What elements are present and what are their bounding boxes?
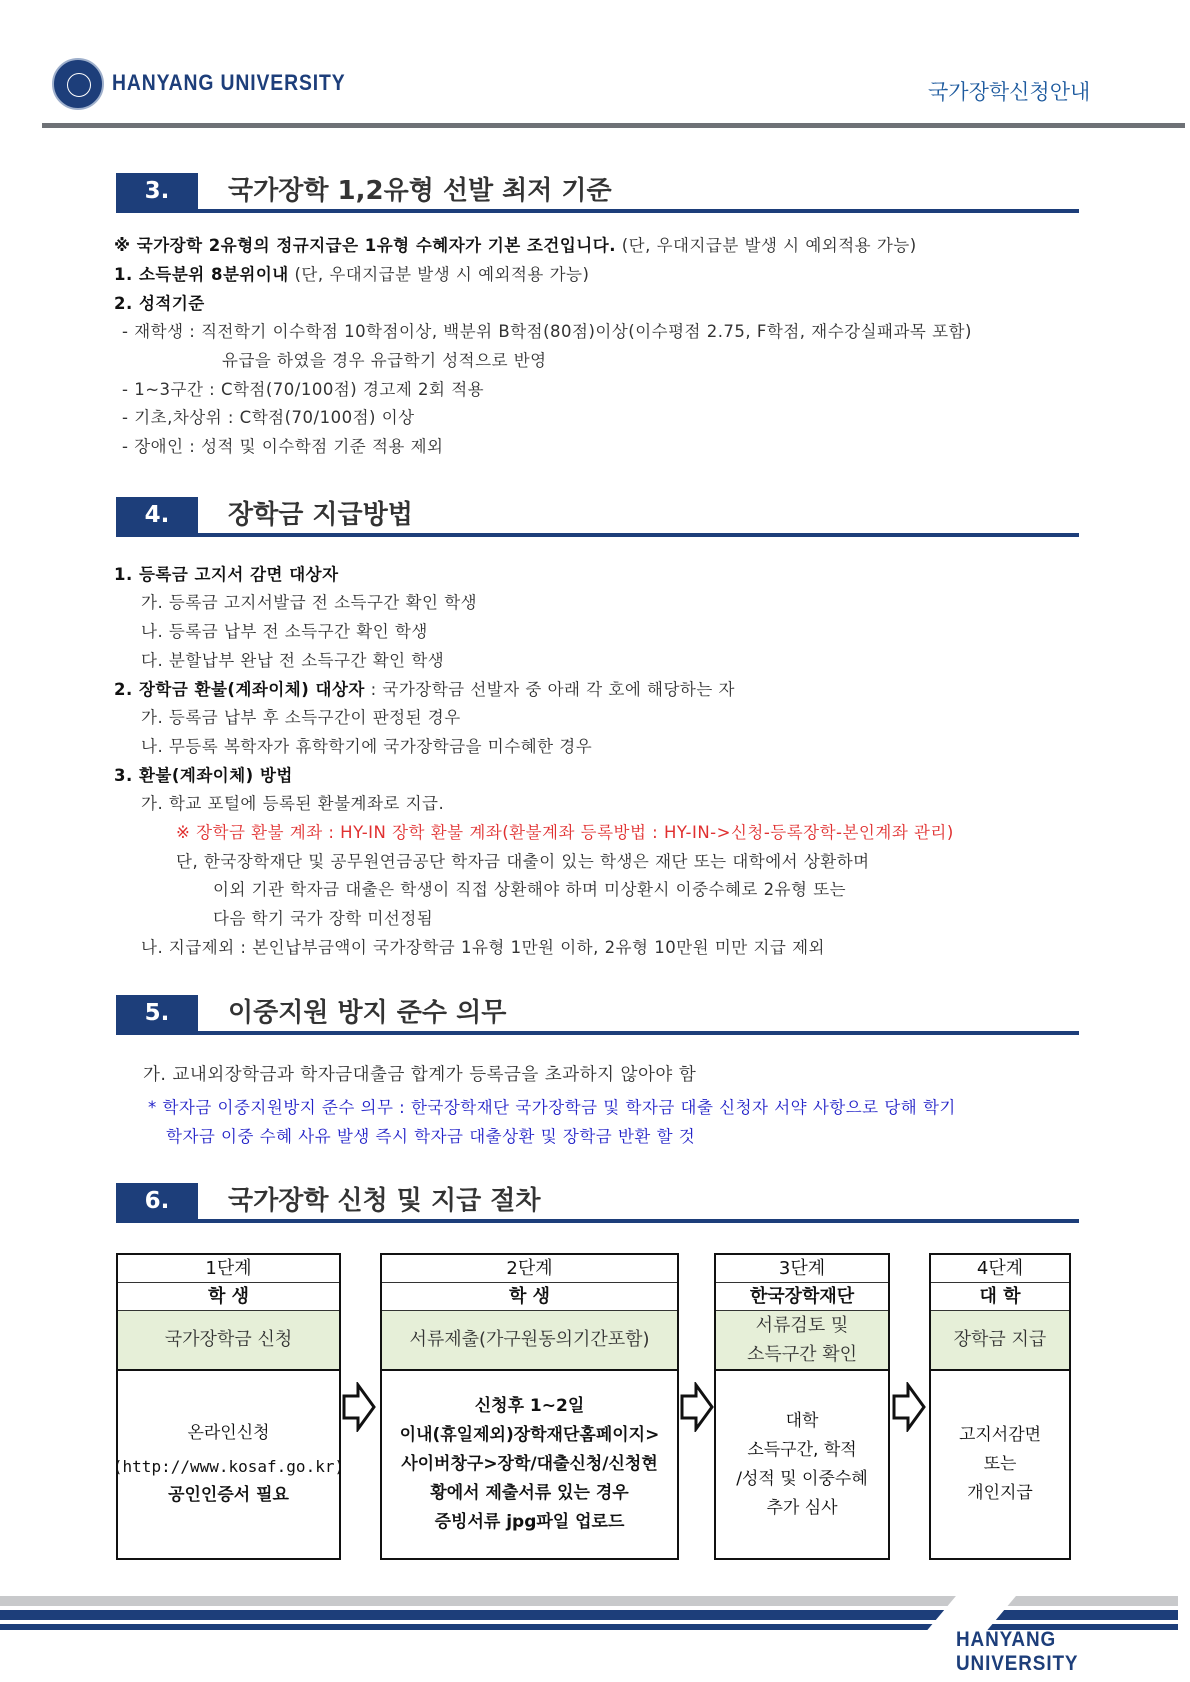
s4-line: 나. 무등록 복학자가 휴학학기에 국가장학금을 미수혜한 경우 xyxy=(141,737,593,756)
s3-line: ※ 국가장학 2유형의 정규지급은 1유형 수혜자가 기본 조건입니다. (단, 우대지급분 발생 시 예외적용 가능) xyxy=(114,236,917,255)
step-actor: 한국장학재단 xyxy=(716,1283,888,1311)
procedure-step-4 xyxy=(929,1253,1071,1560)
procedure-step-2 xyxy=(380,1253,679,1560)
s3-line: - 기초,차상위 : C학점(70/100점) 이상 xyxy=(122,408,415,427)
step-actor: 대 학 xyxy=(931,1283,1069,1311)
step-detail: 고지서감면 또는 개인지급 xyxy=(958,1425,1042,1503)
section-rule xyxy=(116,1031,1079,1035)
university-seal-logo xyxy=(52,58,104,110)
section-4-heading xyxy=(116,497,1079,541)
section-number: 6. xyxy=(116,1183,198,1219)
right-arrow-icon xyxy=(342,1382,376,1432)
section-title: 이중지원 방지 준수 의무 xyxy=(228,998,507,1028)
step-actor: 학 생 xyxy=(382,1283,677,1311)
section-3-heading xyxy=(116,173,1079,217)
section-title: 국가장학 1,2유형 선발 최저 기준 xyxy=(228,176,612,206)
header-divider xyxy=(42,123,1185,128)
section-6-heading xyxy=(116,1183,1079,1227)
s4-line: 가. 등록금 납부 후 소득구간이 판정된 경우 xyxy=(141,708,461,727)
s4-line: 단, 한국장학재단 및 공무원연금공단 학자금 대출이 있는 학생은 재단 또는 대학에서 상환하며 xyxy=(176,852,870,871)
header-logo-text: HANYANG UNIVERSITY xyxy=(112,70,346,95)
s4-line: 다. 분할납부 완납 전 소득구간 확인 학생 xyxy=(141,651,445,670)
section-number: 4. xyxy=(116,497,198,533)
step-stage: 1단계 xyxy=(118,1255,339,1283)
s4-line: 2. 장학금 환불(계좌이체) 대상자 : 국가장학금 선발자 중 아래 각 호에 해당하는 자 xyxy=(114,680,735,699)
s5-blue-note: 학자금 이중 수혜 사유 발생 즉시 학자금 대출상환 및 장학금 반환 할 것 xyxy=(166,1127,696,1146)
section-title: 국가장학 신청 및 지급 절차 xyxy=(228,1186,541,1216)
s4-line: 나. 등록금 납부 전 소득구간 확인 학생 xyxy=(141,622,428,641)
step-stage: 2단계 xyxy=(382,1255,677,1283)
s3-line: - 장애인 : 성적 및 이수학점 기준 적용 제외 xyxy=(122,437,444,456)
procedure-step-1 xyxy=(112,1253,345,1560)
step-detail: 신청후 1~2일 이내(휴일제외)장학재단홈페이지> 사이버창구>장학/대출신청/신청현 황에서 제출서류 있는 경우 증빙서류 jpg파일 업로드 xyxy=(399,1396,660,1532)
section-rule xyxy=(116,1219,1079,1223)
right-arrow-icon xyxy=(680,1382,714,1432)
step-stage: 4단계 xyxy=(931,1255,1069,1283)
s3-line: - 1~3구간 : C학점(70/100점) 경고제 2회 적용 xyxy=(122,380,485,399)
step-task: 서류검토 및 소득구간 확인 xyxy=(716,1311,888,1371)
section-rule xyxy=(116,209,1079,213)
step-task: 서류제출(가구원동의기간포함) xyxy=(382,1311,677,1371)
section-number: 5. xyxy=(116,995,198,1031)
right-arrow-icon xyxy=(892,1382,926,1432)
section-5-heading xyxy=(116,995,1079,1039)
step-detail: 대학 소득구간, 학적 /성적 및 이중수혜 추가 심사 xyxy=(736,1410,868,1518)
s4-line: 가. 등록금 고지서발급 전 소득구간 확인 학생 xyxy=(141,593,478,612)
step-stage: 3단계 xyxy=(716,1255,888,1283)
procedure-step-3 xyxy=(714,1253,890,1560)
s4-line: 1. 등록금 고지서 감면 대상자 xyxy=(114,565,339,584)
footer-logo-text: HANYANG UNIVERSITY xyxy=(956,1628,1079,1675)
s3-line: - 재학생 : 직전학기 이수학점 10학점이상, 백분위 B학점(80점)이상(이수평점 2.75, F학점, 재수강실패과목 포함) xyxy=(122,322,972,341)
s4-line: 이외 기관 학자금 대출은 학생이 직접 상환해야 하며 미상환시 이중수혜로 2유형 또는 xyxy=(213,880,847,899)
s5-blue-note: * 학자금 이중지원방지 준수 의무 : 한국장학재단 국가장학금 및 학자금 대출 신청자 서약 사항으로 당해 학기 xyxy=(148,1098,956,1117)
step-actor: 학 생 xyxy=(118,1283,339,1311)
step-task: 장학금 지급 xyxy=(931,1311,1069,1371)
document-title: 국가장학신청안내 xyxy=(928,80,1091,104)
s4-line: 3. 환불(계좌이체) 방법 xyxy=(114,766,293,785)
section-title: 장학금 지급방법 xyxy=(228,500,413,530)
refund-account-note: ※ 장학금 환불 계좌 : HY-IN 장학 환불 계좌(환불계좌 등록방법 : HY-IN->신청-등록장학-본인계좌 관리) xyxy=(176,823,954,842)
s4-line: 나. 지급제외 : 본인납부금액이 국가장학금 1유형 1만원 이하, 2유형 10만원 미만 지급 제외 xyxy=(141,938,825,957)
step-task: 국가장학금 신청 xyxy=(118,1311,339,1371)
s3-line: 2. 성적기준 xyxy=(114,294,205,313)
s3-line: 1. 소득분위 8분위이내 (단, 우대지급분 발생 시 예외적용 가능) xyxy=(114,265,590,284)
section-rule xyxy=(116,533,1079,537)
s4-line: 다음 학기 국가 장학 미선정됨 xyxy=(213,909,434,928)
s3-line: 유급을 하였을 경우 유급학기 성적으로 반영 xyxy=(222,351,547,370)
step-detail: 온라인신청 (http://www.kosaf.go.kr) 공인인증서 필요 xyxy=(112,1423,345,1505)
s4-line: 가. 학교 포털에 등록된 환불계좌로 지급. xyxy=(141,794,445,813)
section-number: 3. xyxy=(116,173,198,209)
s5-line: 가. 교내외장학금과 학자금대출금 합계가 등록금을 초과하지 않아야 함 xyxy=(143,1065,697,1085)
